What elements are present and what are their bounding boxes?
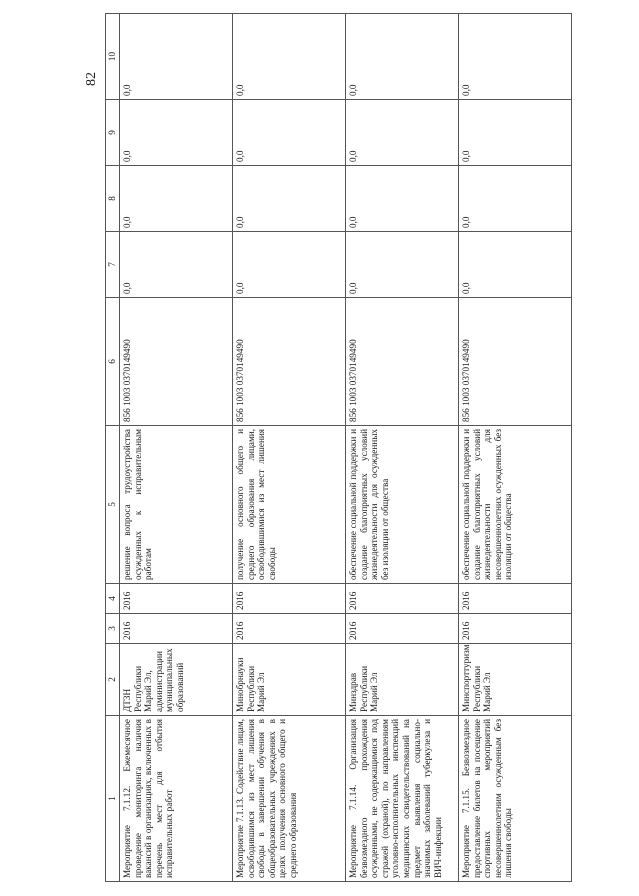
value-cell-7: 0,0 xyxy=(346,232,459,298)
table-row xyxy=(233,14,346,882)
budget-code-cell: 856 1003 0370149490 xyxy=(233,298,346,426)
activity-cell: Мероприятие 7.1.13. Содействие лицам, освободившимся из мест лишения свободы в завершении обучения в общеобразовательных учреждениях в целях получения основного общего и среднего образования xyxy=(233,716,346,882)
value-cell-10: 0,0 xyxy=(120,14,233,100)
value-cell-9: 0,0 xyxy=(120,100,233,166)
value-cell-10: 0,0 xyxy=(459,14,572,100)
activities-table xyxy=(105,13,572,882)
result-cell: обеспечение социальной поддержки и создание благоприятных условий жизнедеятельности для несовершеннолетних осужденных без изоляции от общества xyxy=(459,426,572,584)
column-header-9: 9 xyxy=(106,100,120,166)
result-cell: решение вопроса трудоустройства осужденных к исправительным работам xyxy=(120,426,233,584)
executor-cell: Минобрнауки Республики Марий Эл xyxy=(233,644,346,716)
executor-cell: Минздрав Республики Марий Эл xyxy=(346,644,459,716)
page-number: 82 xyxy=(84,72,99,86)
value-cell-7: 0,0 xyxy=(120,232,233,298)
activity-cell: Мероприятие 7.1.12. Ежемесячное проведение мониторинга наличия вакансий в организациях, включенных в перечень мест для отбытия исправительных работ xyxy=(120,716,233,882)
budget-code-cell: 856 1003 0370149490 xyxy=(346,298,459,426)
value-cell-9: 0,0 xyxy=(346,100,459,166)
executor-cell: Минспорттуризм Республики Марий Эл xyxy=(459,644,572,716)
start-year-cell: 2016 xyxy=(233,614,346,644)
start-year-cell: 2016 xyxy=(120,614,233,644)
activity-cell: Мероприятие 7.1.15. Безвозмездное предоставление билетов на посещение спортивных мероприятий несовершеннолетним осужденным без лишения свободы xyxy=(459,716,572,882)
executor-cell: ДТЗН Республики Марий Эл, администрации муниципальных образований xyxy=(120,644,233,716)
table-row xyxy=(459,14,572,882)
end-year-cell: 2016 xyxy=(120,584,233,614)
result-cell: обеспечение социальной поддержки и создание благоприятных условий жизнедеятельности для осужденных без изоляции от общества xyxy=(346,426,459,584)
activity-cell: Мероприятие 7.1.14. Организация безвозмездного прохождения осужденными, не содержащимися под стражей (охраной), по направлениям уголовно-исполнительных инспекций медицинских освидетельствований на предмет выявления социально-значимых заболеваний туберкулеза и ВИЧ-инфекции xyxy=(346,716,459,882)
column-number-row xyxy=(106,14,120,882)
value-cell-7: 0,0 xyxy=(459,232,572,298)
end-year-cell: 2016 xyxy=(459,584,572,614)
column-header-10: 10 xyxy=(106,14,120,100)
value-cell-8: 0,0 xyxy=(120,166,233,232)
value-cell-8: 0,0 xyxy=(346,166,459,232)
end-year-cell: 2016 xyxy=(346,584,459,614)
start-year-cell: 2016 xyxy=(459,614,572,644)
column-header-1: 1 xyxy=(106,716,120,882)
value-cell-10: 0,0 xyxy=(233,14,346,100)
value-cell-9: 0,0 xyxy=(459,100,572,166)
value-cell-9: 0,0 xyxy=(233,100,346,166)
column-header-3: 3 xyxy=(106,614,120,644)
column-header-8: 8 xyxy=(106,166,120,232)
column-header-6: 6 xyxy=(106,298,120,426)
value-cell-8: 0,0 xyxy=(459,166,572,232)
start-year-cell: 2016 xyxy=(346,614,459,644)
column-header-2: 2 xyxy=(106,644,120,716)
value-cell-7: 0,0 xyxy=(233,232,346,298)
value-cell-10: 0,0 xyxy=(346,14,459,100)
table-row xyxy=(346,14,459,882)
column-header-4: 4 xyxy=(106,584,120,614)
budget-code-cell: 856 1003 0370149490 xyxy=(459,298,572,426)
column-header-5: 5 xyxy=(106,426,120,584)
value-cell-8: 0,0 xyxy=(233,166,346,232)
result-cell: получение основного общего и среднего образования лицами, освободившимися из мест лишения свободы xyxy=(233,426,346,584)
column-header-7: 7 xyxy=(106,232,120,298)
budget-code-cell: 856 1003 0370149490 xyxy=(120,298,233,426)
table-row xyxy=(120,14,233,882)
end-year-cell: 2016 xyxy=(233,584,346,614)
